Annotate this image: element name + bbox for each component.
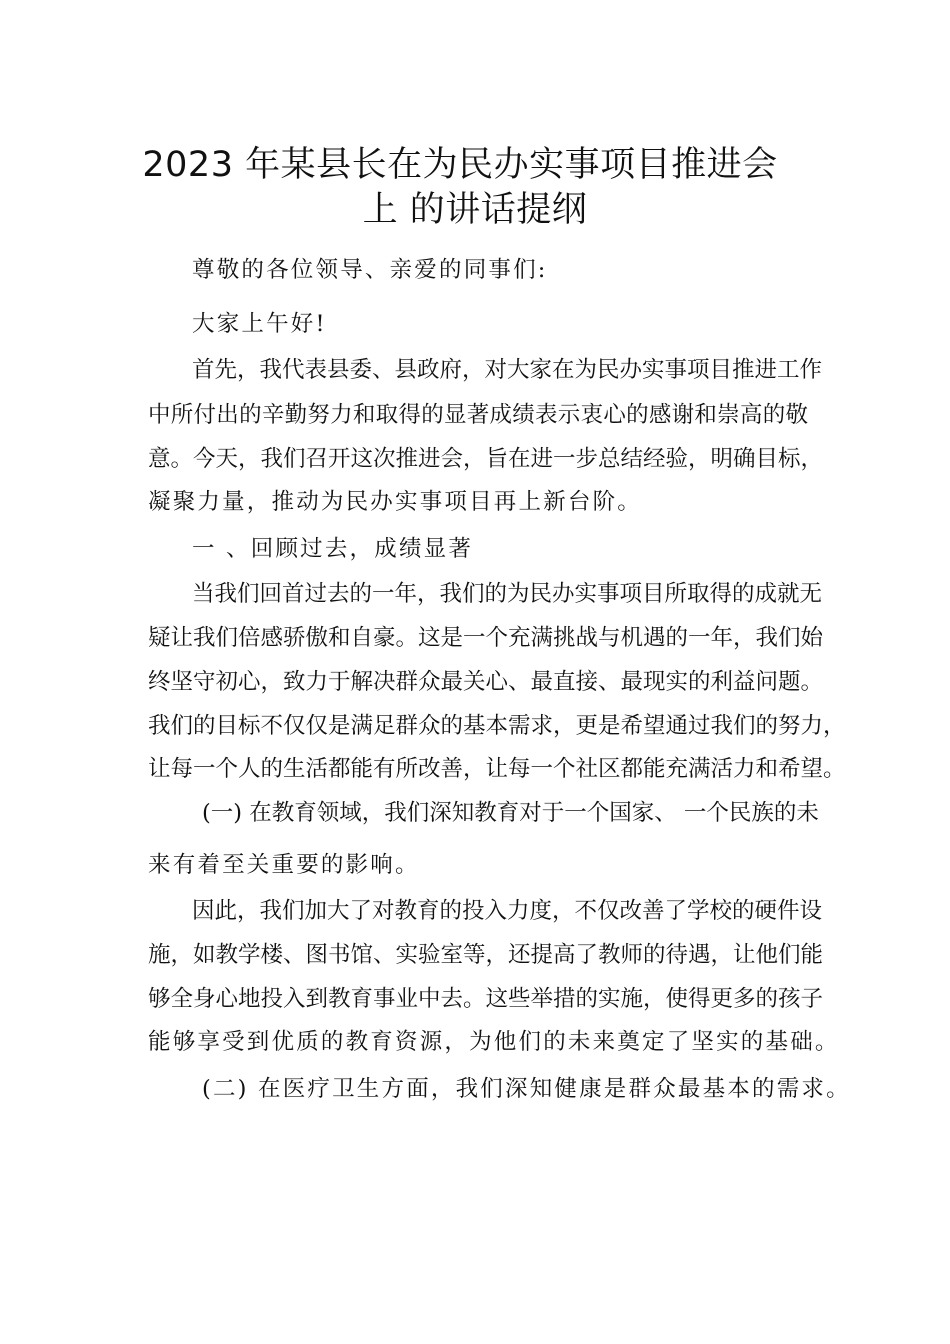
item-1-detail-line: 够全身心地投入到教育事业中去。这些举措的实施，使得更多的孩子 <box>148 986 824 1012</box>
intro-line: 意。今天，我们召开这次推进会，旨在进一步总结经验，明确目标， <box>148 446 824 472</box>
item-1-detail-line: 因此，我们加大了对教育的投入力度，不仅改善了学校的硬件设 <box>192 898 823 924</box>
title-line-2: 上 的讲话提纲 <box>362 190 588 230</box>
section-1-line: 我们的目标不仅仅是满足群众的基本需求，更是希望通过我们的努力， <box>148 713 846 739</box>
item-1-detail-line: 能够享受到优质的教育资源，为他们的未来奠定了坚实的基础。 <box>148 1029 840 1055</box>
item-1-line: (一) 在教育领域，我们深知教育对于一个国家、 一个民族的未 <box>202 800 819 826</box>
section-1-line: 让每一个人的生活都能有所改善，让每一个社区都能充满活力和希望。 <box>148 756 846 782</box>
intro-line: 凝聚力量，推动为民办实事项目再上新台阶。 <box>148 489 643 515</box>
title-line-1: 2023 年某县长在为民办实事项目推进会 <box>142 145 778 185</box>
section-1-line: 当我们回首过去的一年，我们的为民办实事项目所取得的成就无 <box>192 581 823 607</box>
greeting: 大家上午好! <box>192 311 327 337</box>
item-1-detail-line: 施，如教学楼、图书馆、实验室等，还提高了教师的待遇，让他们能 <box>148 942 824 968</box>
section-1-heading: 一 、回顾过去，成绩显著 <box>192 536 474 562</box>
section-1-line: 终坚守初心，致力于解决群众最关心、最直接、最现实的利益问题。 <box>148 669 824 695</box>
section-1-line: 疑让我们倍感骄傲和自豪。这是一个充满挑战与机遇的一年，我们始 <box>148 625 824 651</box>
intro-line: 中所付出的辛勤努力和取得的显著成绩表示衷心的感谢和崇高的敬 <box>148 402 808 428</box>
salutation: 尊敬的各位领导、亲爱的同事们: <box>192 257 548 283</box>
intro-line: 首先，我代表县委、县政府，对大家在为民办实事项目推进工作 <box>192 357 823 383</box>
item-2-line: (二) 在医疗卫生方面，我们深知健康是群众最基本的需求。 <box>202 1076 851 1102</box>
item-1-line: 来有着至关重要的影响。 <box>148 852 420 878</box>
